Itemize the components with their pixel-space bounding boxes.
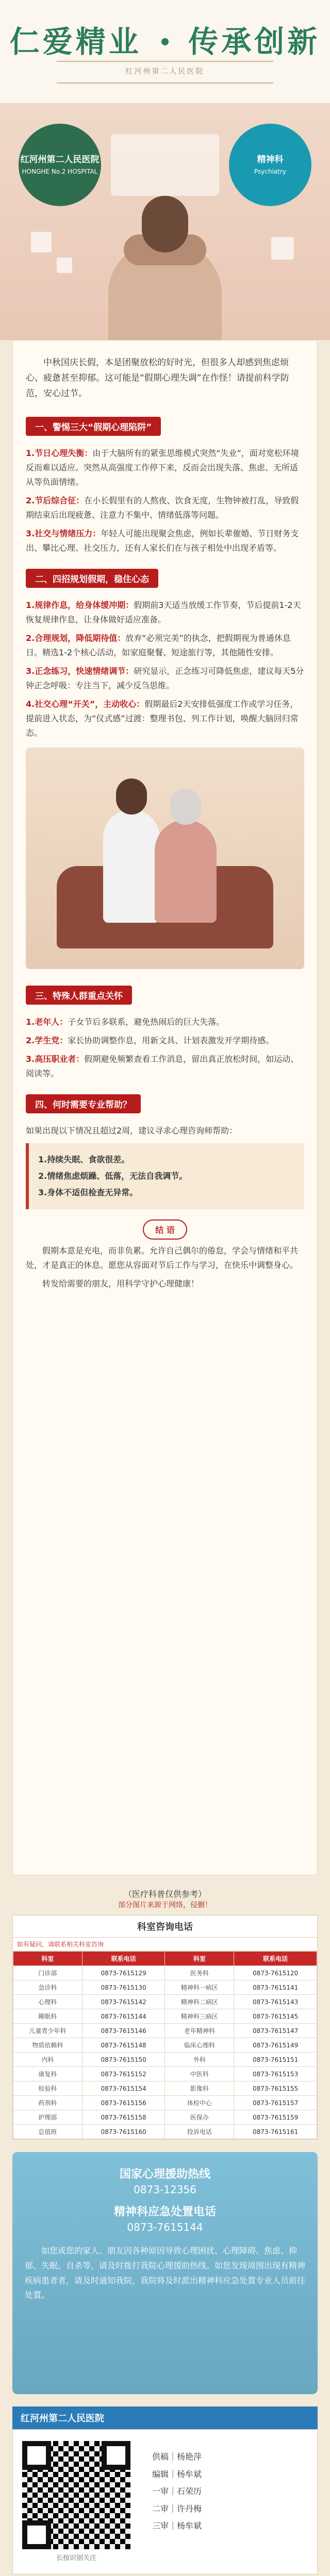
department-cell: 临床心理科 [165, 2038, 234, 2053]
ending-title: 结 语 [26, 1219, 304, 1240]
department-cell: 精神科一病区 [165, 1980, 234, 1995]
warning-sign: 3.身体不适但检查无异常。 [38, 1188, 138, 1198]
elder-figure [155, 820, 217, 923]
qr-header: 红河州第二人民医院 [12, 2406, 318, 2429]
phone-cell[interactable]: 0873-7615160 [82, 2125, 165, 2139]
article [12, 340, 318, 1875]
warning-sign: 1.持续失眠、食欲很差。 [38, 1155, 130, 1165]
help-lead: 如果出现以下情况且超过2周，建议寻求心理咨询师帮助： [26, 1126, 238, 1136]
ending-paragraph: 转发给需要的朋友，用科学守护心理健康！ [42, 1279, 200, 1289]
phone-cell[interactable]: 0873-7615130 [82, 1980, 165, 1995]
tip-item: 2.合理规划，降低期待值：放弃“必须完美”的执念，把假期视为普通休息日。精选1-2个核心活动，如家庭聚餐、短途旅行等，其他随性安排。 [26, 633, 291, 658]
table-title: 科室咨询电话 [13, 1916, 317, 1938]
column-header: 科室 [165, 1952, 234, 1966]
table-row [13, 2081, 317, 2096]
trap-item: 3.社交与情绪压力：年轻人可能出现聚会焦虑，例如长辈催婚、节日财务支出、攀比心理、社交压力，还有人家长们在与孩子相处中出现矛盾等。 [26, 529, 299, 553]
warning-sign: 2.情绪焦虑烦躁、低落，无法自我调节。 [38, 1171, 188, 1181]
section-title-2: 二、四招规划假期，稳住心态 [26, 569, 158, 588]
column-header: 科室 [13, 1952, 82, 1966]
department-cell: 总值班 [13, 2125, 82, 2139]
qr-corner [102, 2441, 130, 2470]
table-hint: 如有疑问，请联系相关科室咨询 [13, 1938, 317, 1951]
table-row [13, 2110, 317, 2125]
table-body [13, 1966, 317, 2139]
department-cell: 内科 [13, 2053, 82, 2067]
trap-item: 2.节后综合征：在小长假里有的人熬夜、饮食无度，生物钟被打乱，导致假期结束后出现疲惫、注意力不集中、情绪低落等问题。 [26, 496, 299, 520]
credit-line: 供稿｜杨艳萍 [152, 2452, 202, 2462]
phone-cell[interactable]: 0873-7615161 [234, 2125, 317, 2139]
person-head [142, 196, 188, 252]
department-cell: 医务科 [165, 1966, 234, 1980]
department-cell: 老年精神科 [165, 2024, 234, 2038]
department-cell: 睡眠科 [13, 2009, 82, 2024]
table-row [13, 2125, 317, 2139]
department-cell: 中医科 [165, 2067, 234, 2081]
reference-note [0, 1888, 330, 1910]
department-cell: 门诊部 [13, 1966, 82, 1980]
department-cell: 物质依赖科 [13, 2038, 82, 2053]
reference-line: 部分图片来源于网络，侵删！ [118, 1901, 212, 1909]
phone-cell[interactable]: 0873-7615143 [234, 1995, 317, 2009]
phone-cell[interactable]: 0873-7615129 [82, 1966, 165, 1980]
department-cell: 影像科 [165, 2081, 234, 2096]
credit-line: 一审｜石荣历 [152, 2486, 202, 2497]
department-cell: 儿童青少年科 [13, 2024, 82, 2038]
doctor-figure [103, 809, 160, 923]
slogan-right: 传承创新 [188, 24, 321, 59]
stressed-person-illustration [88, 185, 242, 340]
section-title-4: 四、何时需要专业帮助？ [26, 1094, 141, 1113]
phone-cell[interactable]: 0873-7615157 [234, 2096, 317, 2110]
slogan [0, 18, 330, 61]
qr-section [12, 2429, 318, 2574]
emergency-number[interactable]: 0873-7615144 [127, 2221, 203, 2233]
divider [57, 61, 273, 62]
department-cell: 检验科 [13, 2081, 82, 2096]
phone-cell[interactable]: 0873-7615154 [82, 2081, 165, 2096]
header-subtitle: 红河州第二人民医院 [125, 67, 205, 76]
intro [26, 355, 304, 401]
phone-cell[interactable]: 0873-7615149 [234, 2038, 317, 2053]
phone-cell[interactable]: 0873-7615141 [234, 1980, 317, 1995]
credit-line: 三审｜杨牟斌 [152, 2521, 202, 2531]
decor-square [57, 258, 72, 273]
ending-paragraph: 假期本意是充电，而非负累。允许自己偶尔的倦怠，学会与情绪和平共处，才是真正的休息。愿您从容面对节后工作与学习，在快乐中调整身心。 [26, 1246, 299, 1270]
department-cell: 体检中心 [165, 2096, 234, 2110]
slogan-left: 仁爱精业 [9, 24, 142, 59]
department-cell: 医保办 [165, 2110, 234, 2125]
table-row [13, 2009, 317, 2024]
table-row [13, 1966, 317, 1980]
phone-cell[interactable]: 0873-7615147 [234, 2024, 317, 2038]
phone-cell[interactable]: 0873-7615153 [234, 2067, 317, 2081]
phone-cell[interactable]: 0873-7615159 [234, 2110, 317, 2125]
header-banner [0, 0, 330, 103]
phone-cell[interactable]: 0873-7615142 [82, 1995, 165, 2009]
table-row [13, 2096, 317, 2110]
qr-caption: 长按识别关注 [56, 2554, 96, 2562]
phone-cell[interactable]: 0873-7615152 [82, 2067, 165, 2081]
column-header: 联系电话 [234, 1952, 317, 1966]
intro-paragraph: 中秋国庆长假，本是团聚放松的好时光，但很多人却感到焦虑烦心、疲惫甚至抑郁。这可能是“假期心理失调”在作怪！请提前科学防范，安心过节。 [26, 358, 289, 399]
phone-cell[interactable]: 0873-7615120 [234, 1966, 317, 1980]
contact-table [12, 1915, 318, 2140]
phone-cell[interactable]: 0873-7615145 [234, 2009, 317, 2024]
department-cell: 药剂科 [13, 2096, 82, 2110]
decor-square [31, 232, 52, 252]
department-cell: 护理部 [13, 2110, 82, 2125]
care-item: 3.高压职业者：假期避免频繁查看工作消息，留出真正放松时间，如运动、阅读等。 [26, 1054, 299, 1079]
department-cell: 心理科 [13, 1995, 82, 2009]
department-cell: 投诉电话 [165, 2125, 234, 2139]
phone-cell[interactable]: 0873-7615148 [82, 2038, 165, 2053]
section-title-3: 三、特殊人群重点关怀 [26, 986, 132, 1005]
care-item: 1.老年人：子女节后多联系，避免热闹后的巨大失落。 [26, 1017, 225, 1027]
divider [57, 82, 273, 83]
elder-head [170, 789, 201, 825]
warning-signs [26, 1143, 304, 1209]
tip-item: 3.正念练习，快速情绪调节：研究显示，正念练习可降低焦虑，建议每天5分钟正念呼吸：专注当下，减少反刍思维。 [26, 666, 304, 691]
phone-cell[interactable]: 0873-7615158 [82, 2110, 165, 2125]
table-row [13, 1995, 317, 2009]
table-row [13, 2024, 317, 2038]
credit-line: 编辑｜杨牟斌 [152, 2469, 202, 2479]
section-title-1: 一、警惕三大“假期心理陷阱” [26, 417, 161, 436]
reference-line: （医疗科普仅供参考） [123, 1889, 206, 1899]
illustration-doctor-elder [26, 748, 304, 969]
qr-corner [22, 2441, 51, 2470]
emergency-title: 精神科应急处置电话 [113, 2206, 216, 2218]
phone-cell[interactable]: 0873-7615155 [234, 2081, 317, 2096]
phone-cell[interactable]: 0873-7615150 [82, 2053, 165, 2067]
dot-icon [161, 38, 169, 45]
phone-cell[interactable]: 0873-7615146 [82, 2024, 165, 2038]
hotline-card [12, 2152, 318, 2394]
column-header: 联系电话 [82, 1952, 165, 1966]
department-cell: 康复科 [13, 2067, 82, 2081]
hospital-logo-title: 红河州第二人民医院 [20, 154, 100, 165]
department-logo-title: 精神科 [257, 154, 284, 165]
table-row [13, 2053, 317, 2067]
department-cell: 精神科三病区 [165, 2009, 234, 2024]
hospital-logo-sub: HONGHE No.2 HOSPITAL [22, 168, 98, 175]
department-cell: 急诊科 [13, 1980, 82, 1995]
decor-square [271, 237, 294, 260]
table-row [13, 1980, 317, 1995]
phone-cell[interactable]: 0873-7615156 [82, 2096, 165, 2110]
care-item: 2.学生党：家长协助调整作息，用新文具、计划表激发开学期待感。 [26, 1036, 274, 1046]
hotline-title: 国家心理援助热线 [119, 2168, 210, 2181]
doctor-head [116, 778, 147, 815]
hotline-number[interactable]: 0873-12356 [134, 2183, 196, 2196]
hotline-description: 如您或您的家人、朋友因各种原因导致心理困扰、心理障碍、焦虑、抑郁、失眠、自杀等，请及时拨打我院心理援助热线。如您发现周围出现有精神疾病患者者，请及时通知我院，我院将及时派出精神科应急处置专业人员前往处置。 [25, 2246, 306, 2300]
phone-cell[interactable]: 0873-7615151 [234, 2053, 317, 2067]
credits [152, 2448, 202, 2535]
phone-cell[interactable]: 0873-7615144 [82, 2009, 165, 2024]
table-row [13, 2067, 317, 2081]
hero-image [0, 103, 330, 340]
tip-item: 4.社交心理“开关”，主动收心：假期最后2天安排低强度工作或学习任务，提前进入状态，为“仪式感”过渡：整理书包、列工作计划，唤醒大脑回归常态。 [26, 699, 299, 738]
credit-line: 二审｜许丹梅 [152, 2503, 202, 2514]
department-cell: 精神科二病区 [165, 1995, 234, 2009]
qr-corner [22, 2520, 51, 2549]
tip-item: 1.规律作息，给身体缓冲期：假期前3天适当放缓工作节奏，节后提前1-2天恢复规律作息，让身体做好适应准备。 [26, 600, 301, 625]
table-row [13, 2038, 317, 2053]
trap-item: 1.节日心理失衡：由于大脑所有的紧张思维模式突然“失业”，面对宽松环境反而难以适应。突然从高强度工作停下来，反而会出现失落、焦虑、无所适从等负面情绪。 [26, 448, 299, 487]
department-cell: 外科 [165, 2053, 234, 2067]
department-logo-sub: Psychiatry [254, 168, 286, 175]
